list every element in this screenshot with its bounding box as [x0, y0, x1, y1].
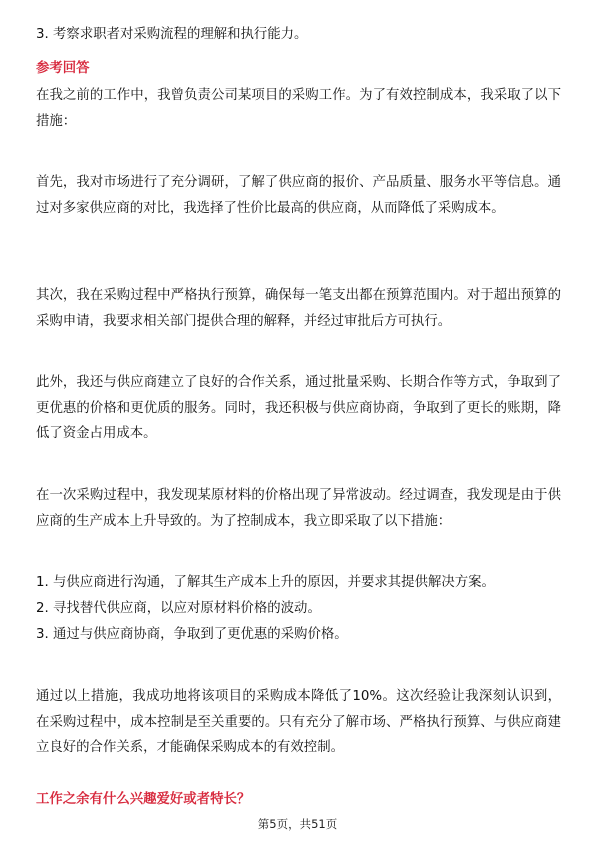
paragraph-incident: 在一次采购过程中，我发现某原材料的价格出现了异常波动。经过调查，我发现是由于供应商的生产成本上升导致的。为了控制成本，我立即采取了以下措施：: [36, 488, 561, 529]
paragraph-intro: 在我之前的工作中，我曾负责公司某项目的采购工作。为了有效控制成本，我采取了以下措施：: [36, 88, 561, 129]
page-footer: 第5页，共51页: [257, 817, 338, 831]
answer-heading: 参考回答: [36, 61, 90, 76]
paragraph-second: 其次，我在采购过程中严格执行预算，确保每一笔支出都在预算范围内。对于超出预算的采购申请，我要求相关部门提供合理的解释，并经过审批后方可执行。: [36, 288, 561, 329]
paragraph-third: 此外，我还与供应商建立了良好的合作关系，通过批量采购、长期合作等方式，争取到了更优惠的价格和更优质的服务。同时，我还积极与供应商协商，争取到了更长的账期，降低了资金占用成本。: [36, 375, 561, 441]
measure-item-2: 2. 寻找替代供应商，以应对原材料价格的波动。: [36, 601, 321, 616]
next-question-heading: 工作之余有什么兴趣爱好或者特长？: [36, 792, 251, 807]
paragraph-conclusion: 通过以上措施，我成功地将该项目的采购成本降低了10%。这次经验让我深刻认识到，在采购过程中，成本控制是至关重要的。只有充分了解市场、严格执行预算、与供应商建立良好的合作关系，才能确保采购成本的有效控制。: [36, 689, 561, 755]
intro-point: 3. 考察求职者对采购流程的理解和执行能力。: [36, 27, 308, 42]
measure-item-3: 3. 通过与供应商协商，争取到了更优惠的采购价格。: [36, 627, 348, 642]
measure-item-1: 1. 与供应商进行沟通，了解其生产成本上升的原因，并要求其提供解决方案。: [36, 575, 495, 590]
paragraph-first: 首先，我对市场进行了充分调研，了解了供应商的报价、产品质量、服务水平等信息。通过对多家供应商的对比，我选择了性价比最高的供应商，从而降低了采购成本。: [36, 175, 561, 216]
